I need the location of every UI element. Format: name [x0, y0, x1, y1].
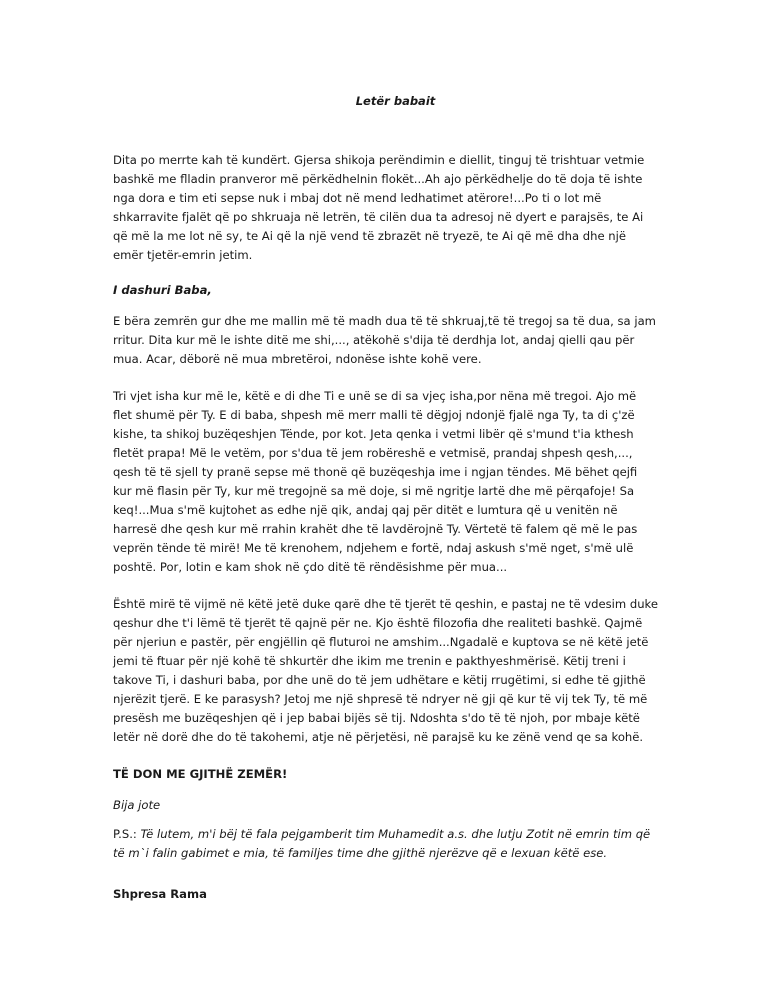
letter-page — [113, 92, 658, 904]
body-paragraph-3: Është mirë të vijmë në këtë jetë duke qarë dhe të tjerët të qeshin, e pastaj ne të vdesim duke qeshur dhe t'i lëmë të tjerët të qajnë për ne. Kjo është filozofia dhe realiteti bashkë. Qajmë për njeriun e pastër, për engjëllin që fluturoi ne amshim...Ngadalë e kuptova se në këtë jetë jemi të ftuar për një kohë të shkurtër dhe ikim me trenin e pakthyeshmërisë. Këtij treni i takove Ti, i dashuri baba, por dhe unë do të jem udhëtare e këtij rrugëtimi, si edhe të gjithë njerëzit tjerë. E ke parasysh? Jetoj me një shpresë të ndryer në gji që kur të vij tek Ty, të më presësh me buzëqeshjen që i jep babai bijës së tij. Ndoshta s'do të të njoh, por mbaje këtë letër në dorë dhe do të takohemi, atje në përjetësi, në parajsë ku ke zënë vend qe sa kohë. — [113, 597, 658, 744]
letter-title: Letër babait — [355, 94, 436, 108]
postscript-text: Të lutem, m'i bëj të fala pejgamberit tim Muhamedit a.s. dhe lutju Zotit në emrin tim që të m`i falin gabimet e mia, të familjes time dhe gjithë njerëzve që e lexuan këtë ese. — [113, 827, 651, 860]
closing-line: TË DON ME GJITHË ZEMËR! — [113, 767, 288, 781]
body-paragraph-2: Tri vjet isha kur më le, këtë e di dhe Ti e unë se di sa vjeç isha,por nëna më tregoi. Ajo më flet shumë për Ty. E di baba, shpesh më merr malli të dëgjoj ndonjë fjalë nga Ty, ta di ç'zë kishe, ta shikoj buzëqeshjen Tënde, por kot. Jeta qenka i vetmi libër që s'mund t'ia kthesh fletët prapa! Më le vetëm, por s'dua të jem robëreshë e vetmisë, prandaj shpesh qesh,..., qesh të të sjell ty pranë sepse më thonë që buzëqeshja ime i ngjan tëndes. Më bëhet qejfi kur më flasin për Ty, kur më tregojnë sa më doje, si më ngritje lartë dhe më përqafoje! Sa keq!...Mua s'më kujtohet as edhe një qik, andaj qaj për ditët e lumtura që u venitën në harresë dhe qesh kur më rrahin krahët dhe të lavdërojnë Ty. Vërtetë të falem që më le pas veprën tënde të mirë! Me të krenohem, ndjehem e fortë, ndaj askush s'më nget, s'më ulë poshtë. Por, lotin e kam shok në çdo ditë të rëndësishme për mua... — [113, 389, 638, 574]
salutation: I dashuri Baba, — [113, 283, 212, 297]
postscript-label: P.S.: — [113, 827, 137, 841]
body-paragraph-1: E bëra zemrën gur dhe me mallin më të madh dua të të shkruaj,të të tregoj sa të dua, sa jam rritur. Dita kur më le ishte ditë me shi,..., atëkohë s'dija të derdhja lot, andaj qielli qau për mua. Acar, dëborë në mua mbretëroi, ndonëse ishte kohë vere. — [113, 314, 656, 366]
sign-off: Bija jote — [113, 798, 161, 812]
postscript — [113, 825, 658, 863]
author-name: Shpresa Rama — [113, 887, 207, 901]
intro-paragraph: Dita po merrte kah të kundërt. Gjersa shikoja perëndimin e diellit, tinguj të trishtuar vetmie bashkë me flladin pranveror më përkëdhelnin flokët...Ah ajo përkëdhelje do të doja të ishte nga dora e tim eti sepse nuk i mbaj dot në mend ledhatimet atërore!...Po ti o lot më shkarravite fjalët që po shkruaja në letrën, të cilën dua ta adresoj në dyert e parajsës, te Ai që më la me lot në sy, te Ai që la një vend të zbrazët në tryezë, te Ai që më dha dhe një emër tjetër-emrin jetim. — [113, 153, 645, 262]
